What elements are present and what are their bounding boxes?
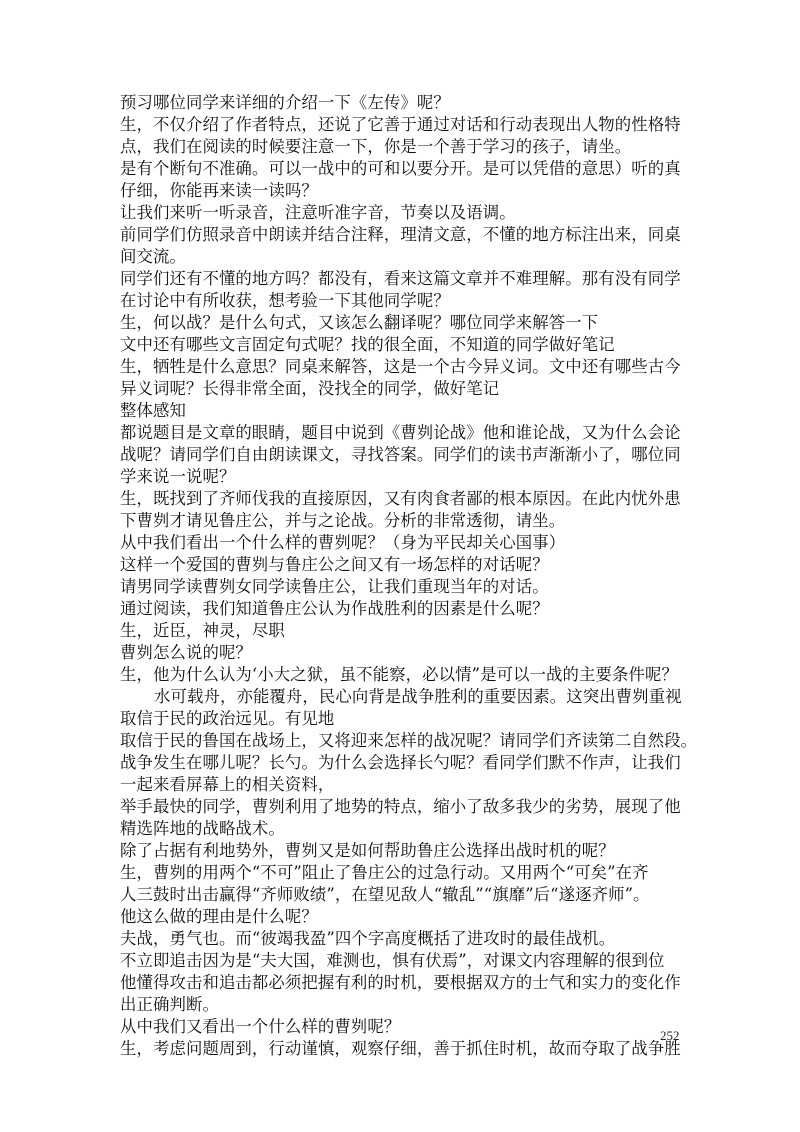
text-line: 不立即追击因为是“夫大国，难测也，惧有伏焉”，对课文内容理解的很到位	[120, 951, 665, 970]
text-line: 生，不仅介绍了作者特点，还说了它善于通过对话和行动表现出人物的性格特	[120, 115, 681, 134]
text-line: 通过阅读，我们知道鲁庄公认为作战胜利的因素是什么呢？	[120, 599, 549, 618]
text-line: 生，曹刿的用两个“不可”阻止了鲁庄公的过急行动。又用两个“可矣”在齐	[120, 863, 649, 882]
text-line: 他这么做的理由是什么呢？	[120, 907, 318, 926]
text-line: 战争发生在哪儿呢？长勺。为什么会选择长勺呢？看同学们默不作声，让我们	[120, 753, 681, 772]
text-line: 生，何以战？是什么句式，又该怎么翻译呢？哪位同学来解答一下	[120, 313, 599, 332]
text-line: 仔细，你能再来读一读吗？	[120, 181, 318, 200]
text-line: 同学们还有不懂的地方吗？都没有，看来这篇文章并不难理解。那有没有同学	[120, 269, 681, 288]
text-line: 都说题目是文章的眼睛，题目中说到《曹刿论战》他和谁论战，又为什么会论	[120, 423, 681, 442]
text-line: 他懂得攻击和追击都必须把握有利的时机，要根据双方的士气和实力的变化作	[120, 973, 681, 992]
text-line: 水可载舟，亦能覆舟，民心向背是战争胜利的重要因素。这突出曹刿重视	[154, 687, 682, 706]
text-line: 精选阵地的战略战术。	[120, 819, 285, 838]
text-line: 让我们来听一听录音，注意听准字音，节奏以及语调。	[120, 203, 516, 222]
text-line: 是有个断句不准确。可以一战中的可和以要分开。是可以凭借的意思）听的真	[120, 159, 681, 178]
text-line: 战呢？请同学们自由朗读课文，寻找答案。同学们的读书声渐渐小了，哪位同	[120, 445, 681, 464]
text-line: 文中还有哪些文言固定句式呢？找的很全面，不知道的同学做好笔记	[120, 335, 615, 354]
text-line: 生，近臣，神灵，尽职	[120, 621, 285, 640]
text-line: 取信于民的鲁国在战场上，又将迎来怎样的战况呢？请同学们齐读第二自然段。	[120, 731, 698, 750]
text-line: 异义词呢？长得非常全面，没找全的同学，做好笔记	[120, 379, 500, 398]
text-line: 点，我们在阅读的时候要注意一下，你是一个善于学习的孩子，请坐。	[120, 137, 632, 156]
text-line: 夫战，勇气也。而“彼竭我盈”四个字高度概括了进攻时的最佳战机。	[120, 929, 616, 948]
text-line: 生，牺牲是什么意思？同桌来解答，这是一个古今异义词。文中还有哪些古今	[120, 357, 681, 376]
text-line: 从中我们看出一个什么样的曹刿呢？（身为平民却关心国事）	[120, 533, 566, 552]
text-line: 下曹刿才请见鲁庄公，并与之论战。分析的非常透彻，请坐。	[120, 511, 566, 530]
text-line: 请男同学读曹刿女同学读鲁庄公，让我们重现当年的对话。	[120, 577, 549, 596]
text-line: 前同学们仿照录音中朗读并结合注释，理清文意，不懂的地方标注出来，同桌	[120, 225, 681, 244]
text-line: 举手最快的同学，曹刿利用了地势的特点，缩小了敌多我少的劣势，展现了他	[120, 797, 681, 816]
text-line: 一起来看屏幕上的相关资料，	[120, 775, 335, 794]
text-line: 预习哪位同学来详细的介绍一下《左传》呢？	[120, 93, 450, 112]
text-line: 曹刿怎么说的呢？	[120, 643, 252, 662]
text-line: 生，他为什么认为‘小大之狱，虽不能察，必以情”是可以一战的主要条件呢？	[120, 665, 678, 684]
text-line: 除了占据有利地势外，曹刿又是如何帮助鲁庄公选择出战时机的呢？	[120, 841, 615, 860]
page-number: 252	[660, 1028, 680, 1043]
text-line: 人三鼓时出击赢得“齐师败绩”，在望见敌人“辙乱”“旗靡”后“遂逐齐师”。	[120, 885, 650, 904]
text-line: 学来说一说呢？	[120, 467, 236, 486]
text-line: 生，考虑问题周到，行动谨慎，观察仔细，善于抓住时机，故而夺取了战争胜	[120, 1039, 681, 1058]
body-text	[120, 92, 698, 1060]
text-line: 取信于民的政治远见。有见地	[120, 709, 335, 728]
text-line: 生，既找到了齐师伐我的直接原因，又有肉食者鄙的根本原因。在此内忧外患	[120, 489, 681, 508]
text-line: 出正确判断。	[120, 995, 219, 1014]
text-line: 这样一个爱国的曹刿与鲁庄公之间又有一场怎样的对话呢？	[120, 555, 549, 574]
text-line: 间交流。	[120, 247, 186, 266]
text-line: 整体感知	[120, 401, 186, 420]
text-line: 在讨论中有所收获，想考验一下其他同学呢？	[120, 291, 450, 310]
text-line: 从中我们又看出一个什么样的曹刿呢？	[120, 1017, 401, 1036]
